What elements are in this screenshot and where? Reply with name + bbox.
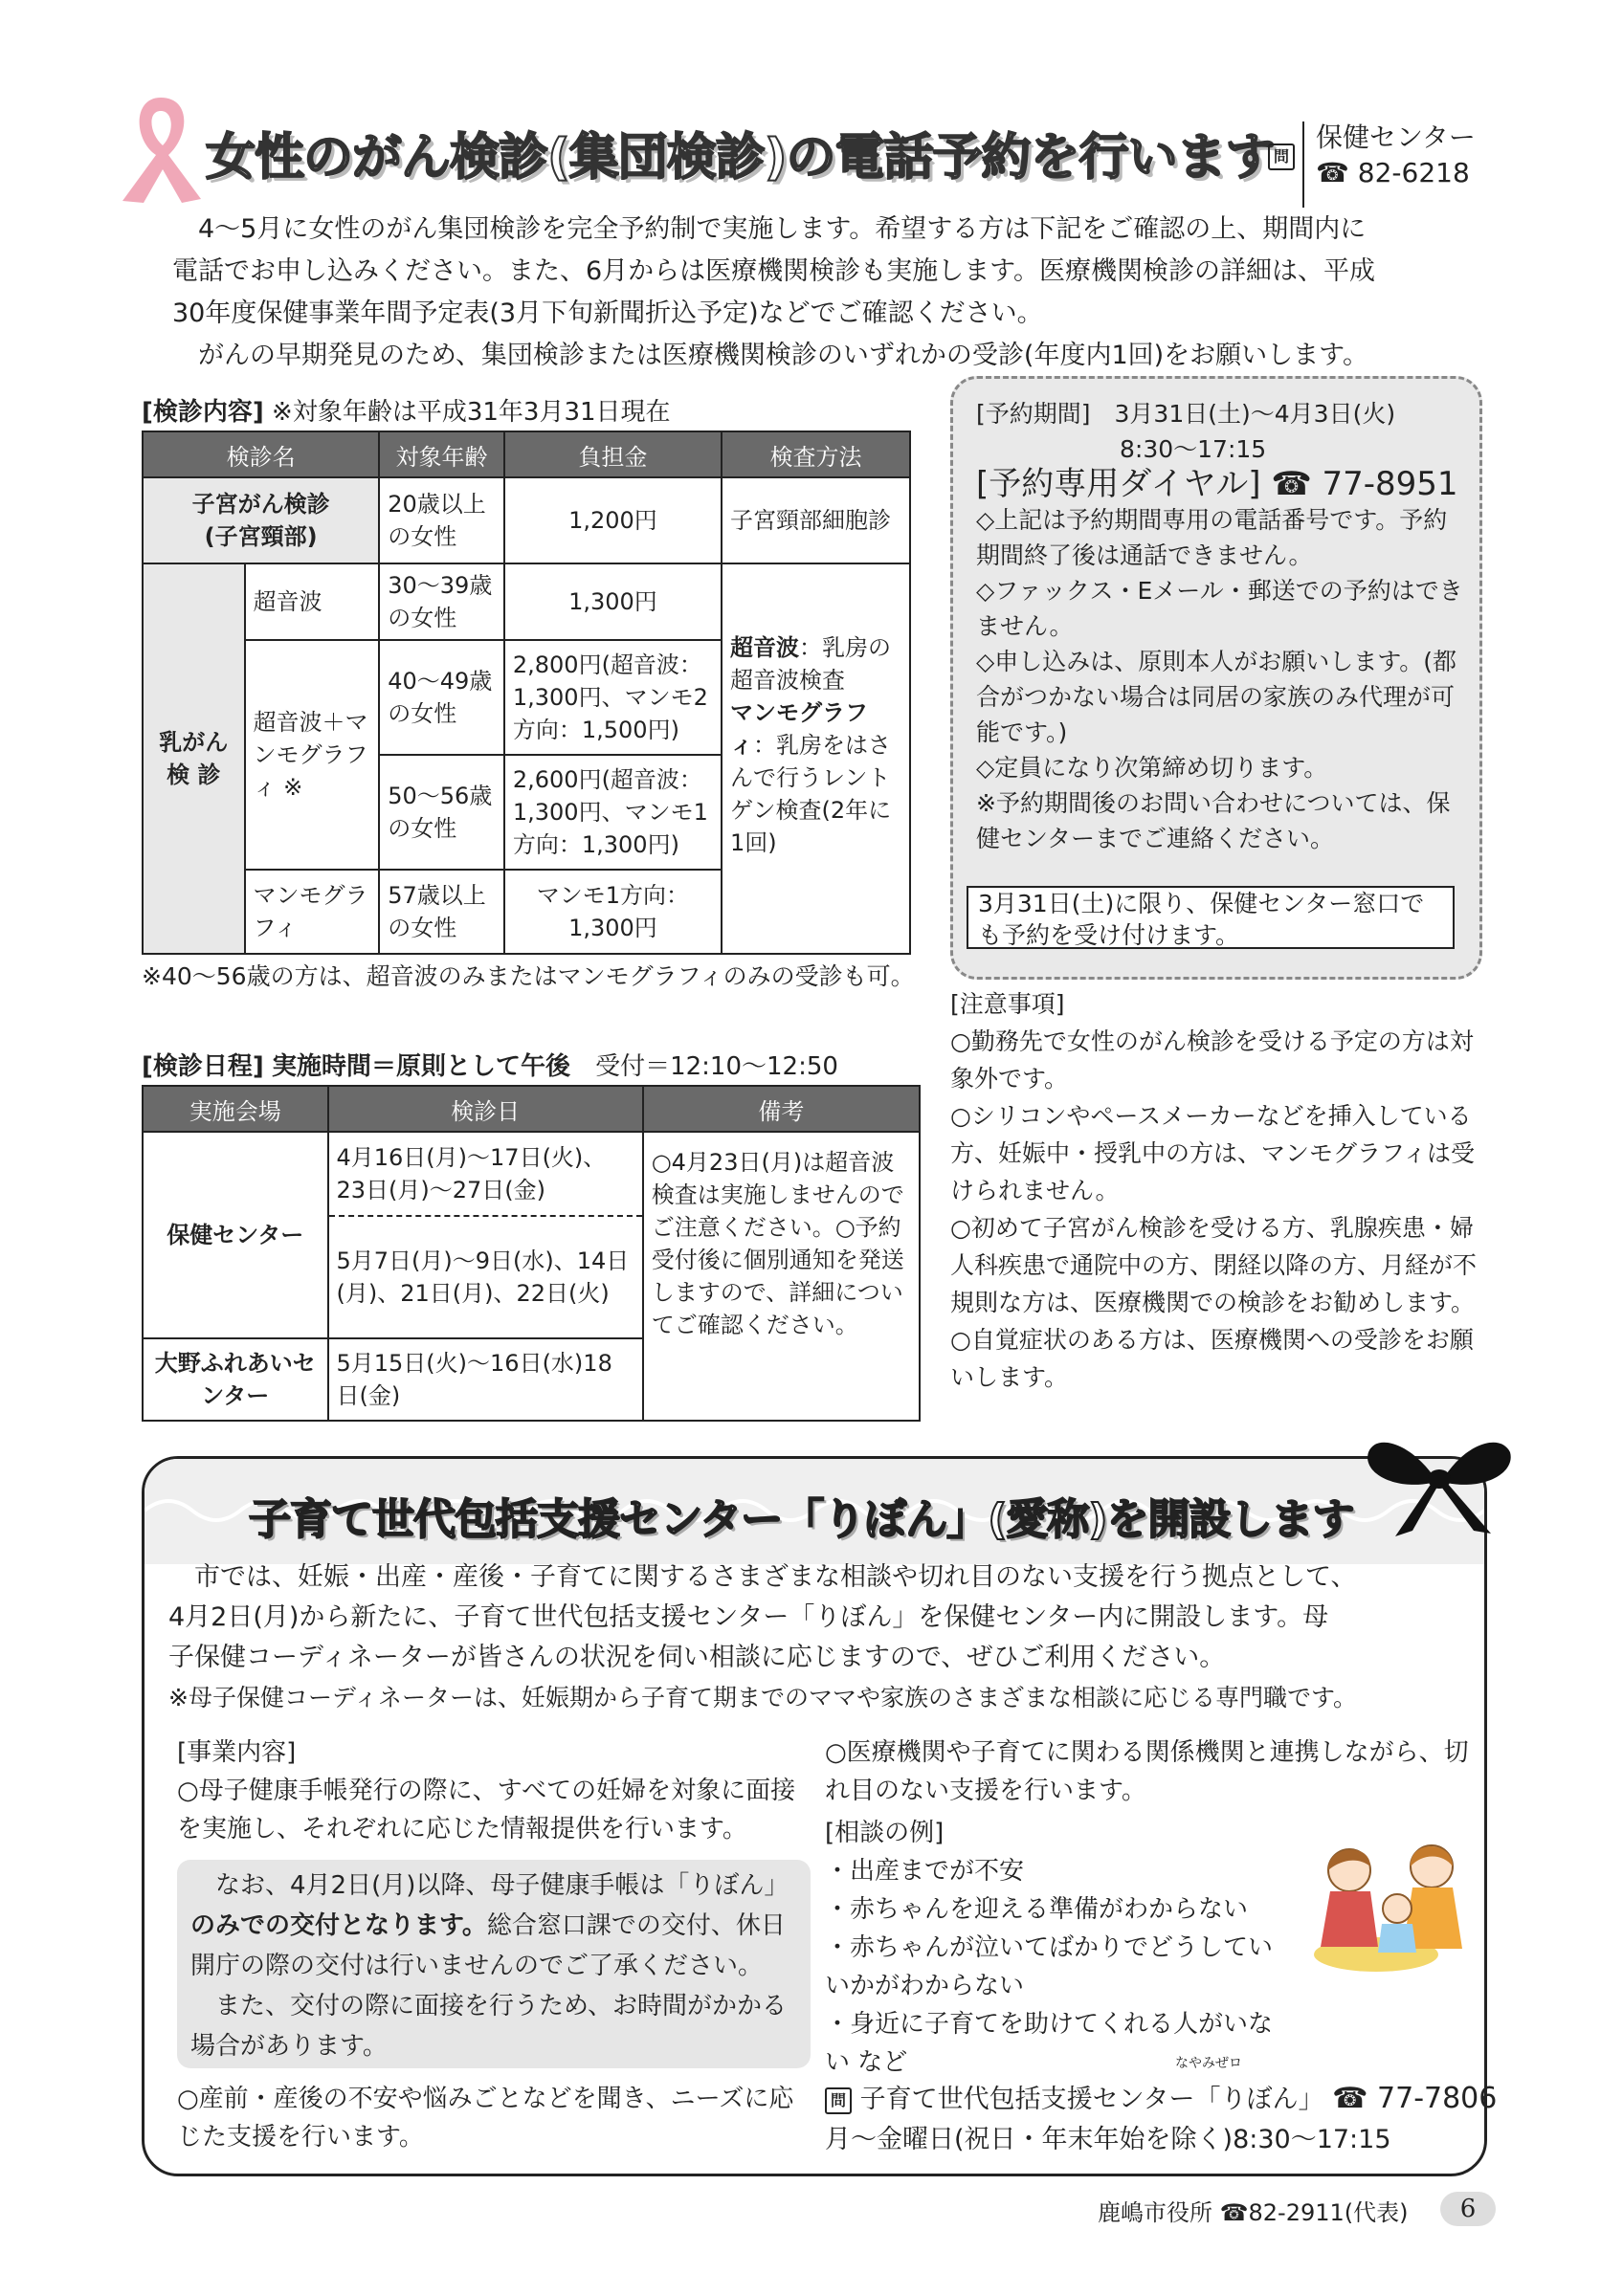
- table-cell: 40～49歳の女性: [379, 640, 504, 755]
- venue-cell: 大野ふれあいセンター: [143, 1338, 328, 1421]
- table-cell: 超音波＋マンモグラフィ ※: [245, 640, 380, 870]
- inquiry-icon: 問: [1268, 144, 1295, 170]
- reservation-note-box: 3月31日(土)に限り、保健センター窓口でも予約を受け付けます。: [967, 886, 1455, 949]
- notice-line: なお、4月2日(月)以降、母子健康手帳は「りぼん」: [215, 1871, 789, 1900]
- cervical-exam-name: 子宮がん検診 (子宮頸部): [143, 477, 379, 563]
- table-cell: 4月16日(月)～17日(火)、23日(月)～27日(金): [328, 1132, 643, 1216]
- kenshin-nittei-heading: [検診日程] 実施時間＝原則として午後 受付＝12:10～12:50: [142, 1052, 838, 1081]
- caution-item: ○勤務先で女性のがん検診を受ける予定の方は対象外です。: [950, 1027, 1474, 1093]
- intro-line: 4月2日(月)から新たに、子育て世代包括支援センター「りぼん」を保健センター内に開設します。母: [168, 1602, 1329, 1632]
- table-cell: 子宮頸部細胞診: [722, 477, 910, 563]
- table-cell: 57歳以上の女性: [379, 870, 504, 954]
- col-header: 実施会場: [143, 1086, 328, 1132]
- ribbon-contact-phone: ☎ 77-7806: [1332, 2082, 1498, 2115]
- intro-line: がんの早期発見のため、集団検診または医療機関検診のいずれかの受診(年度内1回)をお願いします。: [198, 341, 1369, 370]
- breast-exam-name: 乳がん検 診: [143, 563, 245, 954]
- exam-content-table: [142, 430, 911, 955]
- intro-line: 4～5月に女性のがん集団検診を完全予約制で実施します。希望する方は下記をご確認の上、期間内に: [198, 214, 1367, 244]
- contact-phone: ☎ 82-6218: [1316, 157, 1470, 188]
- caution-item: ○初めて子宮がん検診を受ける方、乳腺疾患・婦人科疾患で通院中の方、閉経以降の方、月経が不規則な方は、医療機関での検診をお勧めします。: [950, 1214, 1478, 1316]
- service-item: ○医療機関や子育てに関わる関係機関と連携しながら、切れ目のない支援を行います。: [825, 1738, 1469, 1805]
- reservation-box: [950, 376, 1482, 980]
- reservation-time: 8:30～17:15: [1120, 435, 1267, 463]
- exam-schedule-table: [142, 1085, 921, 1422]
- table-cell: 1,300円: [504, 563, 722, 640]
- col-header: 負担金: [504, 431, 722, 477]
- consult-item: ・身近に子育てを助けてくれる人がいない など: [825, 2010, 1274, 2077]
- consult-item: ・出産までが不安: [825, 1857, 1025, 1886]
- table-cell: 50～56歳の女性: [379, 755, 504, 870]
- venue-cell: 保健センター: [143, 1132, 328, 1338]
- contact-name: 保健センター: [1316, 121, 1476, 153]
- caution-item: ○シリコンやペースメーカーなどを挿入している方、妊娠中・授乳中の方は、マンモグラフィは受けられません。: [950, 1102, 1476, 1204]
- remarks-cell: ○4月23日(月)は超音波検査は実施しませんのでご注意ください。○予約受付後に個別通知を発送しますので、詳細についてご確認ください。: [643, 1132, 920, 1421]
- reservation-item: ◇上記は予約期間専用の電話番号です。予約期間終了後は通話できません。: [976, 506, 1448, 569]
- col-header: 備考: [643, 1086, 920, 1132]
- reservation-item: ◇ファックス・Eメール・郵送での予約はできません。: [976, 577, 1463, 640]
- caution-section: [950, 985, 1486, 1396]
- service-item: ○母子健康手帳発行の際に、すべての妊婦を対象に面接を実施し、それぞれに応じた情報提供を行います。: [177, 1777, 796, 1843]
- table-cell: 2,800円(超音波：1,300円、マンモ2方向：1,500円): [504, 640, 722, 755]
- page-number: 6: [1440, 2192, 1496, 2226]
- intro-line: 電話でお申し込みください。また、6月からは医療機関検診も実施します。医療機関検診の詳細は、平成: [172, 256, 1376, 286]
- page-title: 女性のがん検診(集団検診)の電話予約を行います: [206, 129, 1275, 187]
- intro-line: 市では、妊娠・出産・産後・子育てに関するさまざまな相談や切れ目のない支援を行う拠点として、: [194, 1562, 1357, 1592]
- ribbon-section-title: 子育て世代包括支援センター「りぼん」(愛称)を開設します: [249, 1495, 1354, 1544]
- table-cell: 30～39歳の女性: [379, 563, 504, 640]
- kenshin-naiyou-heading: [検診内容] ※対象年齢は平成31年3月31日現在: [142, 398, 671, 427]
- intro-text: [172, 209, 1474, 377]
- ruby-text: なやみぜロ: [1175, 2056, 1242, 2071]
- reservation-dial: [予約専用ダイヤル] ☎ 77-8951: [976, 465, 1458, 503]
- table-cell: 20歳以上の女性: [379, 477, 504, 563]
- ribbon-contact-line: [825, 2078, 1497, 2115]
- footer-office: 鹿嶋市役所 ☎82-2911(代表): [1098, 2199, 1409, 2226]
- notice-line: また、交付の際に面接を行うため、お時間がかかる場合があります。: [190, 1992, 787, 2061]
- caution-item: ○自覚症状のある方は、医療機関への受診をお願いします。: [950, 1326, 1474, 1391]
- exam-footnote: ※40～56歳の方は、超音波のみまたはマンモグラフィのみの受診も可。: [142, 962, 915, 990]
- table-cell: 2,600円(超音波：1,300円、マンモ1方向：1,300円): [504, 755, 722, 870]
- inquiry-icon: 問: [825, 2087, 852, 2114]
- pink-ribbon-icon: [113, 88, 209, 208]
- reservation-period: [予約期間] 3月31日(土)～4月3日(火): [976, 400, 1396, 428]
- table-cell: マンモ1方向：1,300円: [504, 870, 722, 954]
- consult-item: ・赤ちゃんが泣いてばかりでどうしていいかがわからない: [825, 1933, 1274, 2000]
- ribbon-hours: 月～金曜日(祝日・年末年始を除く)8:30～17:15: [825, 2125, 1391, 2154]
- services-heading: [事業内容]: [177, 1738, 297, 1767]
- ribbon-contact-name: 子育て世代包括支援センター「りぼん」: [859, 2085, 1324, 2114]
- reservation-item: ※予約期間後のお問い合わせについては、保健センターまでご連絡ください。: [976, 789, 1451, 852]
- col-header: 検診名: [143, 431, 379, 477]
- reservation-item: ◇定員になり次第締め切ります。: [976, 754, 1328, 782]
- ribbon-contact: [825, 2056, 1498, 2154]
- notice-box: [177, 1860, 811, 2068]
- col-header: 対象年齢: [379, 431, 504, 477]
- caution-heading: [注意事項]: [950, 990, 1065, 1018]
- divider: [1302, 121, 1304, 208]
- reservation-item: ◇申し込みは、原則本人がお願いします。(都合がつかない場合は同居の家族のみ代理が可能です。): [976, 648, 1456, 746]
- black-bow-icon: [1357, 1424, 1520, 1548]
- table-cell: マンモグラフィ: [245, 870, 380, 954]
- col-header: 検診日: [328, 1086, 643, 1132]
- consult-heading: [相談の例]: [825, 1819, 945, 1847]
- method-cell: 超音波：乳房の超音波検査 マンモグラフィ：乳房をはさんで行うレントゲン検査(2年に1回): [722, 563, 910, 954]
- table-cell: 5月7日(月)～9日(水)、14日(月)、21日(月)、22日(火): [328, 1216, 643, 1338]
- services-section: [177, 1733, 809, 2174]
- intro-line: 子保健コーディネーターが皆さんの状況を伺い相談に応じますので、ぜひご利用ください。: [168, 1643, 1226, 1672]
- table-cell: 超音波: [245, 563, 380, 640]
- notice-line: のみでの交付となります。総合窓口課での交付、休日開庁の際の交付は行いませんのでご了承ください。: [190, 1911, 786, 1980]
- ribbon-intro: [168, 1557, 1470, 1718]
- table-cell: 1,200円: [504, 477, 722, 563]
- table-cell: 5月15日(火)～16日(水)18日(金): [328, 1338, 643, 1421]
- service-item: ○産前・産後の不安や悩みごとなどを聞き、ニーズに応じた支援を行います。: [177, 2085, 794, 2152]
- intro-line: 30年度保健事業年間予定表(3月下旬新聞折込予定)などでご確認ください。: [172, 298, 1043, 328]
- mother-child-illustration: [1309, 1832, 1472, 1976]
- intro-line: ※母子保健コーディネーターは、妊娠期から子育て期までのママや家族のさまざまな相談に応じる専門職です。: [168, 1684, 1357, 1711]
- col-header: 検査方法: [722, 431, 910, 477]
- consult-item: ・赤ちゃんを迎える準備がわからない: [825, 1895, 1249, 1924]
